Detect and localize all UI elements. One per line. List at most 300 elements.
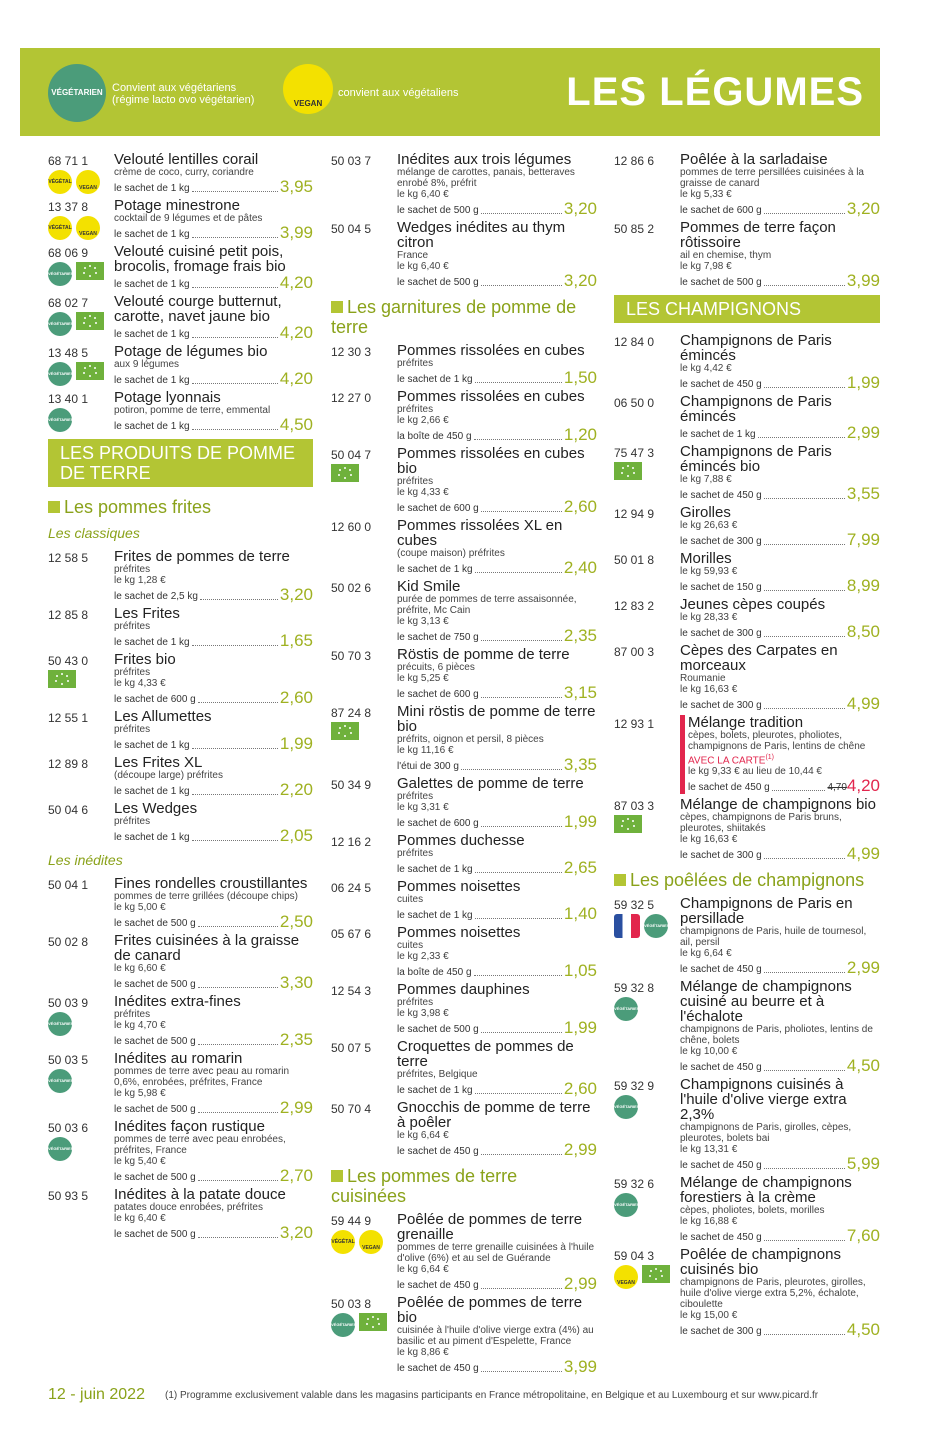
product-body bbox=[397, 925, 597, 979]
leader-dots bbox=[764, 590, 845, 591]
product-price: 2,70 bbox=[279, 1166, 313, 1185]
package-size: le sachet de 1 kg bbox=[114, 279, 190, 290]
product-name: Frites cuisinées à la graisse de canard bbox=[114, 932, 300, 964]
product-code: 50 02 8 bbox=[48, 935, 89, 949]
leader-dots bbox=[764, 498, 845, 499]
product-body bbox=[680, 643, 880, 712]
product-description: France bbox=[397, 250, 429, 261]
page-number: 12 - juin 2022 bbox=[48, 1386, 145, 1403]
product-name: Champignons de Paris émincés bbox=[680, 393, 832, 425]
price-line bbox=[114, 1167, 313, 1184]
price-line bbox=[114, 586, 313, 603]
price-line bbox=[680, 845, 880, 862]
product-body bbox=[397, 579, 597, 644]
price-line bbox=[397, 962, 597, 979]
product-price: 5,99 bbox=[846, 1154, 880, 1174]
vegetal-badge-icon: VÉGÉTAL bbox=[331, 1230, 355, 1254]
vegan-badge-icon: VEGAN bbox=[614, 1265, 638, 1289]
package-size: le sachet de 450 g bbox=[397, 1363, 479, 1374]
product-code: 50 03 7 bbox=[331, 154, 372, 168]
product-badges bbox=[614, 1193, 638, 1217]
leader-dots bbox=[192, 794, 278, 795]
price-per-kg: le kg 6,40 € bbox=[397, 261, 449, 272]
vegan-badge-icon: VEGAN bbox=[76, 216, 100, 240]
product-price: 1,65 bbox=[279, 631, 313, 650]
product-name: Inédites à la patate douce bbox=[114, 1186, 286, 1203]
vegan-legend: convient aux végétaliens bbox=[338, 87, 459, 99]
leader-dots bbox=[481, 511, 562, 512]
bio-badge-icon bbox=[48, 670, 76, 688]
product-item bbox=[48, 994, 313, 1048]
package-size: le sachet de 450 g bbox=[680, 964, 762, 976]
product-item bbox=[614, 597, 880, 640]
product-name: Potage de légumes bio bbox=[114, 343, 268, 360]
price-line bbox=[397, 272, 597, 289]
product-body bbox=[680, 551, 880, 594]
product-code: 59 32 9 bbox=[614, 1079, 655, 1094]
product-code: 12 58 5 bbox=[48, 551, 89, 565]
vegetal-badge-icon: VÉGÉTAL bbox=[48, 170, 72, 194]
product-badges bbox=[614, 815, 642, 833]
product-body bbox=[397, 220, 597, 289]
vegetarien-legend: Convient aux végétariens (régime lacto ovo végétarien) bbox=[112, 82, 255, 106]
product-description: préfrites bbox=[114, 564, 151, 575]
section-band-pommes-de-terre: LES PRODUITS DE POMME DE TERRE bbox=[48, 439, 313, 487]
subheading-garnitures-text: Les garnitures de pomme de terre bbox=[331, 297, 577, 337]
vegetarien-badge-icon: VÉGÉTARIEN bbox=[644, 914, 668, 938]
product-price: 2,60 bbox=[563, 1079, 597, 1098]
product-name: Mélange de champignons cuisiné au beurre et à l'échalote bbox=[680, 978, 852, 1026]
product-body bbox=[397, 776, 597, 830]
section-square-icon bbox=[614, 874, 626, 886]
product-name: Les Allumettes bbox=[114, 708, 212, 725]
product-item bbox=[614, 797, 880, 862]
product-code: 50 01 8 bbox=[614, 553, 655, 567]
product-code: 87 24 8 bbox=[331, 706, 372, 720]
vegetarien-badge-icon: VÉGÉTARIEN bbox=[48, 1012, 72, 1036]
price-per-kg: le kg 3,31 € bbox=[397, 802, 449, 813]
vegetarien-badge-icon: VÉGÉTARIEN bbox=[48, 262, 72, 286]
product-item bbox=[48, 390, 313, 433]
product-item bbox=[614, 1247, 880, 1338]
package-size: le sachet de 300 g bbox=[680, 628, 762, 639]
product-description: (coupe maison) préfrites bbox=[397, 548, 505, 559]
product-body bbox=[397, 982, 597, 1036]
price-line bbox=[397, 627, 597, 644]
vegetarien-badge-icon: VÉGÉTARIEN bbox=[614, 1095, 638, 1119]
product-code: 68 71 1 bbox=[48, 154, 89, 168]
product-name: Pommes rissolées XL en cubes bbox=[397, 517, 563, 549]
product-price: 1,20 bbox=[563, 425, 597, 444]
package-size: le sachet de 1 kg bbox=[114, 329, 190, 340]
product-price: 3,99 bbox=[563, 1357, 597, 1376]
product-description: cocktail de 9 légumes et de pâtes bbox=[114, 213, 263, 224]
product-item bbox=[331, 389, 597, 443]
product-price: 2,50 bbox=[279, 912, 313, 931]
price-per-kg: le kg 28,33 € bbox=[680, 612, 738, 623]
vegetal-badge-icon: VÉGÉTAL bbox=[48, 216, 72, 240]
product-body bbox=[397, 389, 597, 443]
product-description: cèpes, pholiotes, bolets, morilles bbox=[680, 1205, 825, 1217]
product-description: préfrites, Belgique bbox=[397, 1069, 478, 1080]
leader-dots bbox=[474, 975, 562, 976]
product-item bbox=[48, 709, 313, 752]
vegetarien-badge-icon: VÉGÉTARIEN bbox=[48, 1069, 72, 1093]
product-body bbox=[680, 394, 880, 441]
product-badges bbox=[48, 1137, 72, 1161]
product-item bbox=[48, 652, 313, 706]
leader-dots bbox=[475, 918, 562, 919]
product-item bbox=[331, 925, 597, 979]
package-size: le sachet de 1 kg bbox=[397, 910, 473, 921]
price-per-kg: le kg 7,98 € bbox=[680, 261, 732, 272]
product-name: Pommes de terre façon rôtissoire bbox=[680, 219, 836, 251]
package-size: le sachet de 500 g bbox=[114, 1036, 196, 1047]
vegan-badge-icon: VEGAN bbox=[359, 1230, 383, 1254]
price-line bbox=[114, 224, 313, 241]
product-code: 50 03 6 bbox=[48, 1121, 89, 1135]
page-title: LES LÉGUMES bbox=[566, 70, 864, 114]
product-price: 2,35 bbox=[279, 1030, 313, 1049]
product-description: préfrites bbox=[114, 621, 151, 632]
product-description: préfrites bbox=[397, 997, 434, 1008]
leader-dots bbox=[192, 191, 278, 192]
product-description: préfrites bbox=[114, 1009, 151, 1020]
product-item bbox=[48, 1051, 313, 1116]
product-body bbox=[397, 704, 597, 773]
price-per-kg: le kg 5,00 € bbox=[114, 902, 166, 913]
product-code: 12 27 0 bbox=[331, 391, 372, 405]
leader-dots bbox=[198, 987, 278, 988]
product-code: 68 02 7 bbox=[48, 296, 89, 310]
product-price: 3,20 bbox=[279, 1223, 313, 1242]
product-description: préfrites bbox=[114, 667, 151, 678]
bio-badge-icon bbox=[331, 464, 359, 482]
product-item bbox=[331, 343, 597, 386]
package-size: le sachet de 1 kg bbox=[114, 421, 190, 432]
product-item bbox=[48, 606, 313, 649]
leader-dots bbox=[192, 383, 278, 384]
leader-dots bbox=[192, 840, 278, 841]
price-line bbox=[680, 695, 880, 712]
package-size: le sachet de 150 g bbox=[680, 582, 762, 593]
package-size: le sachet de 450 g bbox=[680, 490, 762, 501]
product-name: Morilles bbox=[680, 550, 732, 567]
product-code: 12 93 1 bbox=[614, 717, 655, 731]
product-item bbox=[48, 344, 313, 387]
price-per-kg: le kg 5,33 € bbox=[680, 189, 732, 200]
price-line bbox=[680, 531, 880, 548]
price-line bbox=[397, 1275, 597, 1292]
product-item bbox=[614, 643, 880, 712]
product-code: 12 16 2 bbox=[331, 835, 372, 849]
product-code: 50 04 1 bbox=[48, 878, 89, 892]
product-price: 3,55 bbox=[846, 484, 880, 503]
product-description: cèpes, champignons de Paris bruns, pleurotes, shiitakés bbox=[680, 812, 842, 835]
product-body bbox=[397, 1039, 597, 1097]
product-code: 12 94 9 bbox=[614, 507, 655, 521]
product-item bbox=[331, 518, 597, 576]
product-item bbox=[331, 776, 597, 830]
product-body bbox=[114, 755, 313, 798]
product-item bbox=[331, 647, 597, 701]
product-body bbox=[680, 220, 880, 289]
product-price: 3,20 bbox=[563, 271, 597, 290]
vegetarien-badge-icon: VÉGÉTARIEN bbox=[48, 64, 106, 122]
price-line bbox=[397, 684, 597, 701]
leader-dots bbox=[764, 972, 845, 973]
price-per-kg: le kg 5,98 € bbox=[114, 1088, 166, 1099]
product-description: préfrits, oignon et persil, 8 pièces bbox=[397, 734, 544, 745]
leader-dots bbox=[192, 337, 278, 338]
price-line bbox=[397, 498, 597, 515]
package-size: le sachet de 1 kg bbox=[397, 564, 473, 575]
subheading-cuisinees-text: Les pommes de terre cuisinées bbox=[331, 1166, 518, 1206]
price-per-kg: le kg 8,86 € bbox=[397, 1347, 449, 1358]
column-2 bbox=[331, 152, 597, 1378]
product-name: Champignons de Paris émincés bbox=[680, 332, 832, 364]
price-per-kg: le kg 16,63 € bbox=[680, 834, 738, 846]
product-description: préfrites bbox=[397, 848, 434, 859]
product-name: Velouté courge butternut, carotte, navet jaune bio bbox=[114, 293, 282, 325]
product-price: 4,50 bbox=[846, 1320, 880, 1340]
product-price: 2,99 bbox=[279, 1098, 313, 1117]
product-price: 4,50 bbox=[279, 415, 313, 434]
product-item bbox=[614, 1175, 880, 1244]
product-body bbox=[114, 549, 313, 603]
product-body bbox=[397, 879, 597, 922]
vegetarien-badge-icon: VÉGÉTARIEN bbox=[614, 1193, 638, 1217]
bio-badge-icon bbox=[642, 1265, 670, 1283]
product-code: 50 70 3 bbox=[331, 649, 372, 663]
product-name: Cèpes des Carpates en morceaux bbox=[680, 642, 838, 674]
price-line bbox=[114, 178, 313, 195]
product-description: champignons de Paris, huile de tournesol, ail, persil bbox=[680, 926, 867, 949]
price-line bbox=[680, 200, 880, 217]
package-size: le sachet de 500 g bbox=[114, 918, 196, 929]
product-name: Gnocchis de pomme de terre à poêler bbox=[397, 1099, 591, 1131]
product-name: Inédites au romarin bbox=[114, 1050, 243, 1067]
product-name: Frites bio bbox=[114, 651, 176, 668]
product-item bbox=[48, 933, 313, 991]
product-description: préfrites bbox=[397, 476, 434, 487]
product-name: Galettes de pomme de terre bbox=[397, 775, 584, 792]
product-badges bbox=[331, 722, 359, 740]
product-name: Inédites façon rustique bbox=[114, 1118, 265, 1135]
vegetarien-badge-icon: VÉGÉTARIEN bbox=[48, 362, 72, 386]
product-price: 3,99 bbox=[846, 271, 880, 290]
product-item bbox=[614, 551, 880, 594]
price-per-kg: le kg 4,33 € bbox=[114, 678, 166, 689]
leader-dots bbox=[758, 437, 845, 438]
price-line bbox=[397, 1358, 597, 1375]
price-per-kg: le kg 5,40 € bbox=[114, 1156, 166, 1167]
price-line bbox=[680, 959, 880, 976]
price-line bbox=[114, 735, 313, 752]
product-body bbox=[397, 152, 597, 217]
section-square-icon bbox=[48, 501, 60, 513]
product-item bbox=[331, 879, 597, 922]
product-item bbox=[614, 1077, 880, 1172]
product-name: Champignons cuisinés à l'huile d'olive vierge extra 2,3% bbox=[680, 1076, 847, 1124]
vegetarien-badge-icon: VÉGÉTARIEN bbox=[331, 1313, 355, 1337]
product-name: Velouté cuisiné petit pois, brocolis, fromage frais bio bbox=[114, 243, 286, 275]
product-name: Potage minestrone bbox=[114, 197, 240, 214]
product-badges bbox=[48, 262, 104, 286]
price-line bbox=[397, 1080, 597, 1097]
package-size: le sachet de 450 g bbox=[397, 1280, 479, 1291]
price-line bbox=[397, 905, 597, 922]
leader-dots bbox=[475, 1093, 562, 1094]
product-code: 12 55 1 bbox=[48, 711, 89, 725]
product-body bbox=[680, 1247, 880, 1338]
product-price: 4,20 bbox=[279, 273, 313, 292]
product-price: 2,99 bbox=[846, 958, 880, 978]
product-body bbox=[680, 715, 880, 794]
product-description: préfrites bbox=[397, 358, 434, 369]
product-price: 7,60 bbox=[846, 1226, 880, 1246]
product-code: 12 30 3 bbox=[331, 345, 372, 359]
product-description: préfrites bbox=[397, 791, 434, 802]
bio-badge-icon bbox=[614, 815, 642, 833]
product-price: 2,20 bbox=[279, 780, 313, 799]
price-line bbox=[680, 1057, 880, 1074]
bio-badge-icon bbox=[76, 312, 104, 330]
package-size: le sachet de 500 g bbox=[397, 277, 479, 288]
product-price: 4,20 bbox=[279, 323, 313, 342]
product-description: préfrites bbox=[114, 816, 151, 827]
package-size: le sachet de 500 g bbox=[114, 1104, 196, 1115]
product-description: Roumanie bbox=[680, 673, 726, 684]
product-description: pommes de terre grenaille cuisinées à l'huile d'olive (6%) et au sel de Guérande bbox=[397, 1242, 595, 1264]
product-badges bbox=[48, 216, 100, 240]
product-badges bbox=[48, 1012, 72, 1036]
package-size: la boîte de 450 g bbox=[397, 431, 472, 442]
product-body bbox=[114, 994, 313, 1048]
leader-dots bbox=[764, 636, 845, 637]
product-name: Potage lyonnais bbox=[114, 389, 221, 406]
product-price: 1,99 bbox=[279, 734, 313, 753]
product-body bbox=[680, 797, 880, 862]
product-code: 50 03 5 bbox=[48, 1053, 89, 1067]
product-body bbox=[397, 833, 597, 876]
product-name: Velouté lentilles corail bbox=[114, 151, 259, 168]
product-price: 3,15 bbox=[563, 683, 597, 702]
product-name: Fines rondelles croustillantes bbox=[114, 875, 308, 892]
product-name: Pommes noisettes bbox=[397, 878, 521, 895]
leader-dots bbox=[198, 1237, 278, 1238]
product-body bbox=[114, 709, 313, 752]
old-price: 4,70 bbox=[827, 782, 847, 794]
product-code: 50 70 4 bbox=[331, 1102, 372, 1116]
product-body bbox=[680, 444, 880, 502]
product-body bbox=[397, 1295, 597, 1375]
product-code: 13 40 1 bbox=[48, 392, 89, 406]
product-description: aux 9 légumes bbox=[114, 359, 180, 370]
product-name: Röstis de pomme de terre bbox=[397, 646, 570, 663]
leader-dots bbox=[192, 429, 278, 430]
price-line bbox=[114, 416, 313, 433]
leader-dots bbox=[772, 790, 826, 791]
product-price: 4,50 bbox=[846, 1056, 880, 1076]
vegan-badge-icon: VEGAN bbox=[283, 64, 333, 114]
product-code: 59 04 3 bbox=[614, 1249, 655, 1264]
price-line bbox=[680, 424, 880, 441]
section-square-icon bbox=[331, 301, 343, 313]
product-description: champignons de Paris, pleurotes, girolles, huile d'olive vierge extra 5,2%, échalote, ciboulette bbox=[680, 1277, 866, 1311]
product-price: 1,40 bbox=[563, 904, 597, 923]
leader-dots bbox=[481, 826, 562, 827]
product-name: Champignons de Paris en persillade bbox=[680, 895, 853, 928]
product-price: 8,50 bbox=[846, 622, 880, 641]
category-inedites: Les inédites bbox=[48, 852, 123, 868]
price-line bbox=[397, 756, 597, 773]
product-item bbox=[614, 444, 880, 502]
product-description: pommes de terre persillées cuisinées à la graisse de canard bbox=[680, 167, 864, 189]
price-line bbox=[397, 559, 597, 576]
package-size: le sachet de 600 g bbox=[680, 205, 762, 216]
leader-dots bbox=[198, 1044, 278, 1045]
product-description: potiron, pomme de terre, emmental bbox=[114, 405, 271, 416]
product-badges bbox=[48, 362, 104, 386]
product-body bbox=[397, 647, 597, 701]
product-code: 06 50 0 bbox=[614, 396, 655, 410]
package-size: le sachet de 600 g bbox=[397, 503, 479, 514]
product-name: Pommes rissolées en cubes bbox=[397, 388, 585, 405]
vegetarien-badge-icon: VÉGÉTARIEN bbox=[48, 1137, 72, 1161]
product-price: 8,99 bbox=[846, 576, 880, 595]
product-description: mélange de carottes, panais, betteraves enrobé 8%, préfrit bbox=[397, 167, 575, 189]
price-line bbox=[680, 485, 880, 502]
category-classiques: Les classiques bbox=[48, 525, 140, 541]
product-name: Inédites extra-fines bbox=[114, 993, 241, 1010]
leader-dots bbox=[764, 285, 845, 286]
promo-price: 4,20 bbox=[846, 776, 880, 796]
product-description: cèpes, bolets, pleurotes, pholiotes, champignons de Paris, lentins de chêne bbox=[688, 730, 866, 752]
package-size: le sachet de 600 g bbox=[397, 689, 479, 700]
product-code: 50 02 6 bbox=[331, 581, 372, 595]
product-badges bbox=[48, 670, 76, 688]
product-name: Mélange de champignons bio bbox=[680, 796, 876, 814]
product-code: 05 67 6 bbox=[331, 927, 372, 941]
price-line bbox=[114, 974, 313, 991]
product-body bbox=[397, 518, 597, 576]
price-per-kg: le kg 26,63 € bbox=[680, 520, 738, 531]
product-code: 50 85 2 bbox=[614, 222, 655, 236]
product-name: Poêlée de pommes de terre bio bbox=[397, 1294, 583, 1326]
product-description: pommes de terre avec peau enrobées, préfrites, France bbox=[114, 1134, 286, 1156]
price-line bbox=[397, 426, 597, 443]
product-code: 12 54 3 bbox=[331, 984, 372, 998]
product-badges bbox=[48, 408, 72, 432]
subheading-poelees-text: Les poêlées de champignons bbox=[630, 870, 865, 891]
package-size: le sachet de 500 g bbox=[397, 1024, 479, 1035]
product-name: Poêlée de champignons cuisinés bio bbox=[680, 1246, 841, 1279]
price-line bbox=[397, 859, 597, 876]
product-price: 2,65 bbox=[563, 858, 597, 877]
product-price: 1,50 bbox=[563, 368, 597, 387]
price-line bbox=[680, 374, 880, 391]
product-price: 3,20 bbox=[846, 199, 880, 218]
package-size: le sachet de 1 kg bbox=[397, 374, 473, 385]
price-line bbox=[114, 689, 313, 706]
product-body bbox=[680, 896, 880, 976]
package-size: l'étui de 300 g bbox=[397, 761, 459, 772]
price-per-kg: le kg 4,33 € bbox=[397, 487, 449, 498]
package-size: le sachet de 1 kg bbox=[114, 375, 190, 386]
bio-badge-icon bbox=[331, 722, 359, 740]
product-price: 4,20 bbox=[279, 369, 313, 388]
